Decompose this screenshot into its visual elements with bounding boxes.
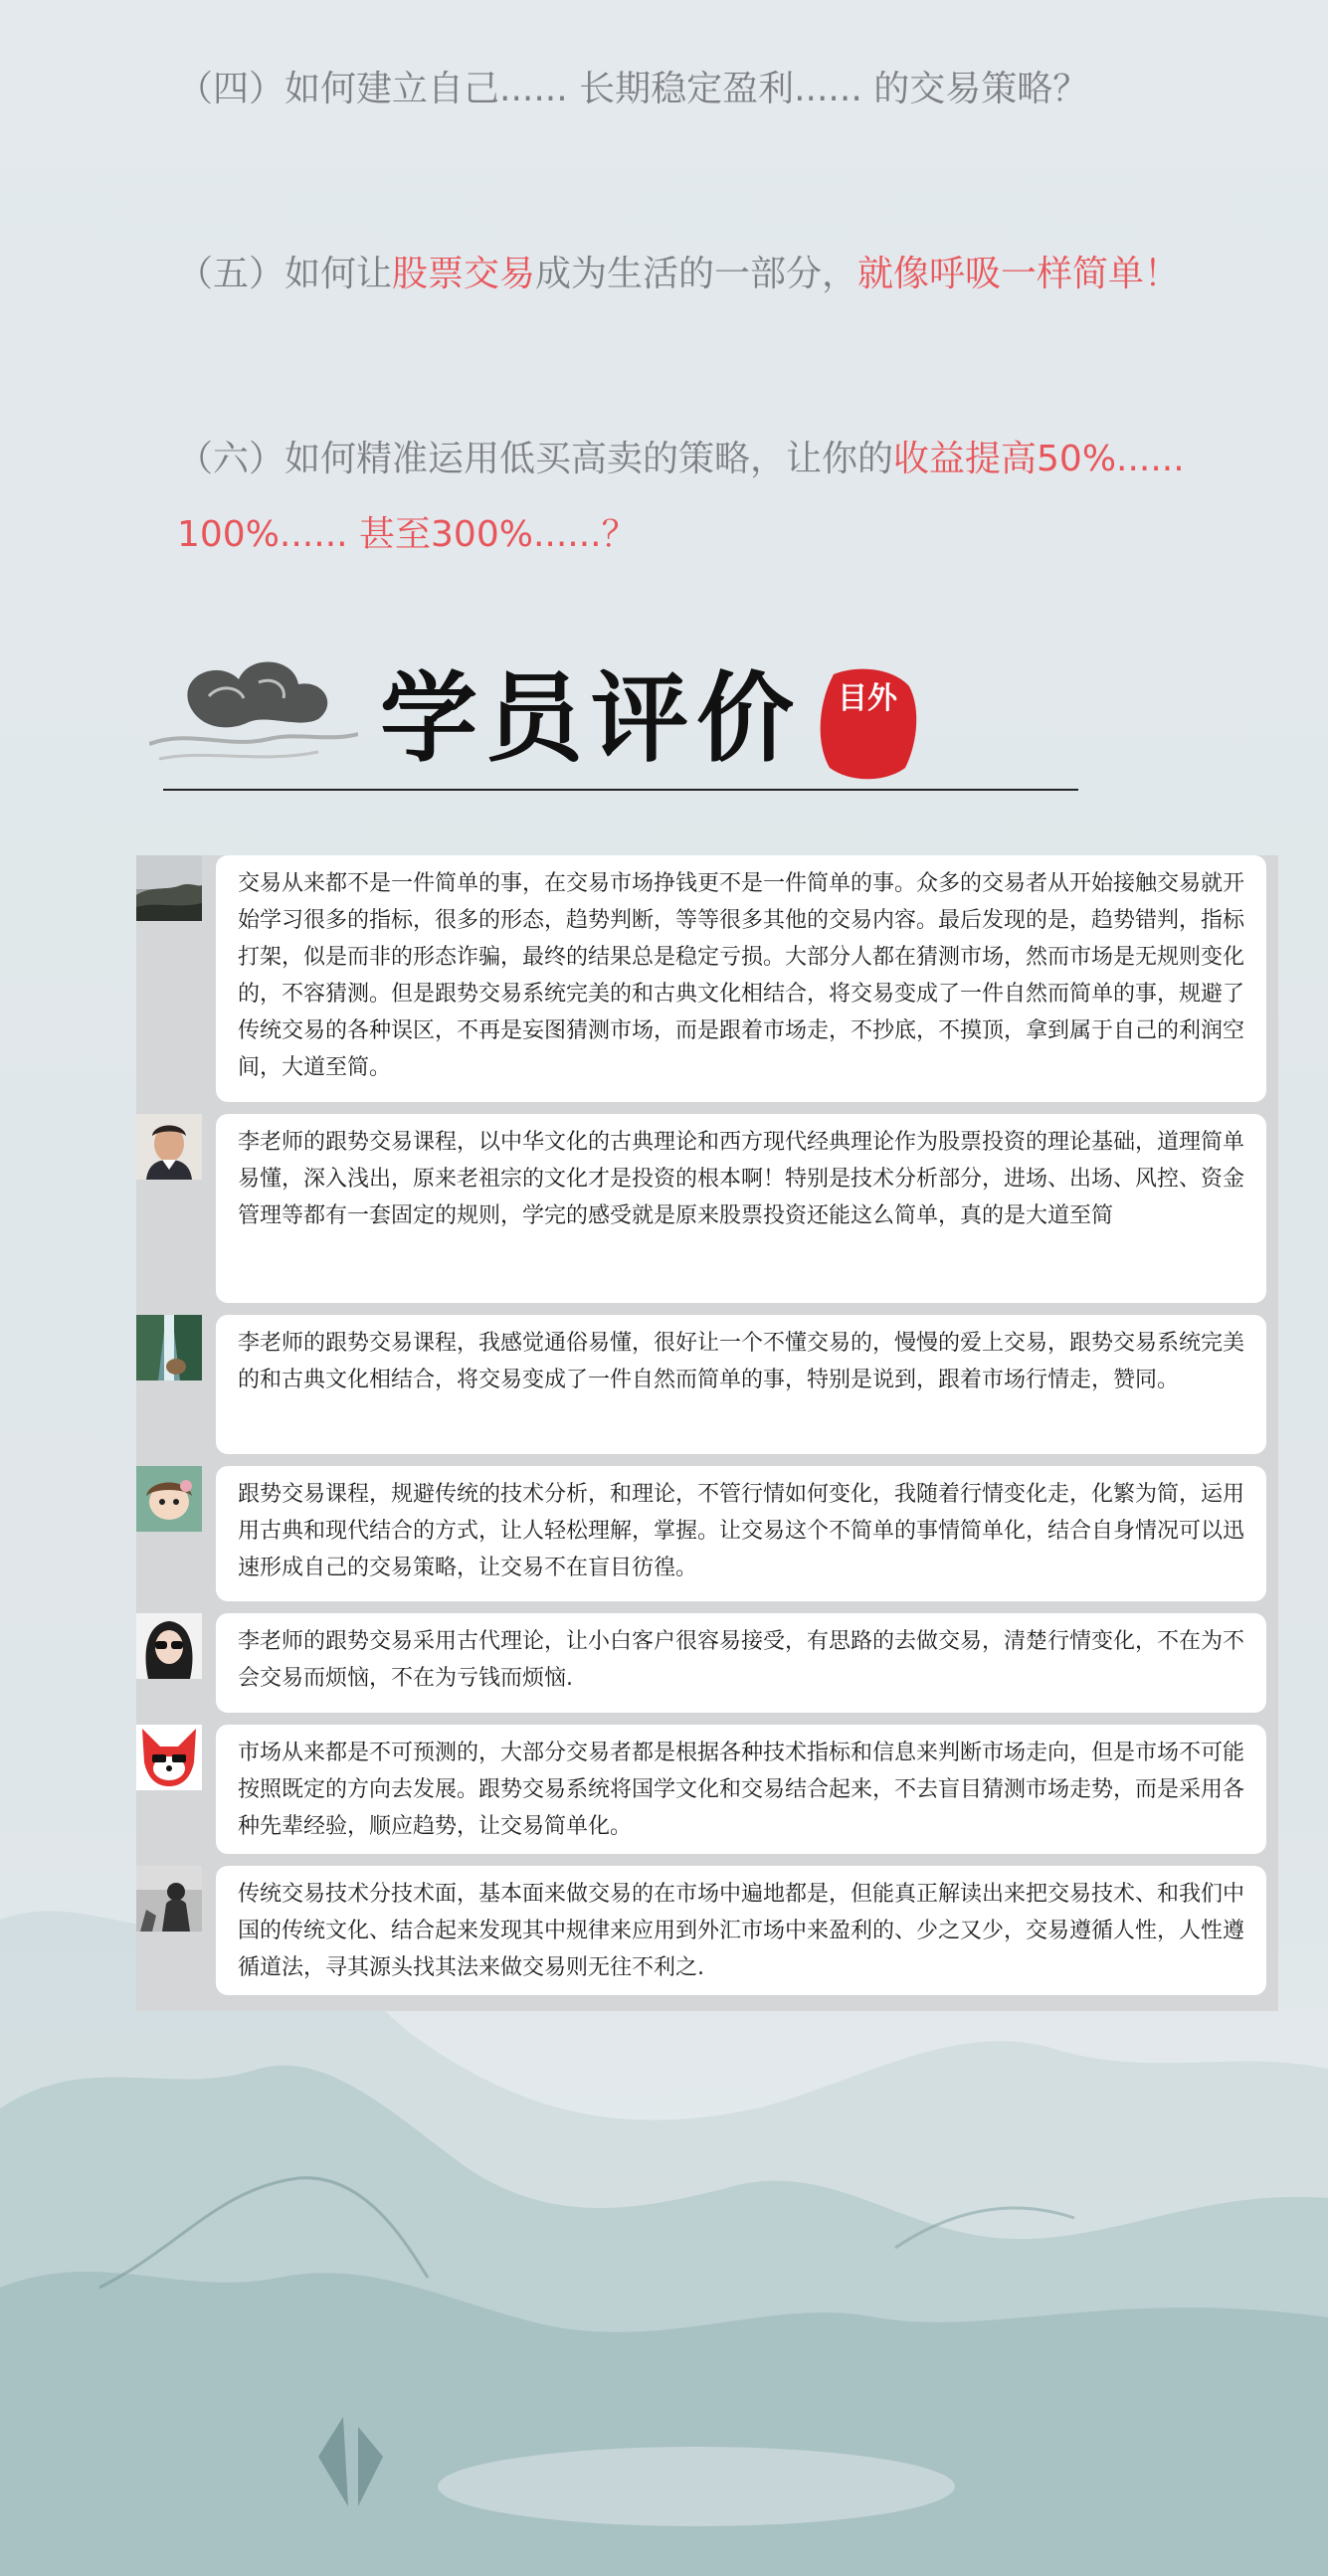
red-fox-avatar-icon bbox=[136, 1725, 202, 1790]
review-text: 跟势交易课程，规避传统的技术分析，和理论，不管行情如何变化，我随着行情变化走，化繁为简，运用用古典和现代结合的方式，让人轻松理解，掌握。让交易这个不简单的事情简单化，结合自身情况可以迅速形成自己的交易策略，让交易不在盲目彷徨。 bbox=[216, 1466, 1266, 1601]
question-six bbox=[177, 422, 1202, 573]
review-text: 传统交易技术分技术面，基本面来做交易的在市场中遍地都是，但能真正解读出来把交易技术、和我们中国的传统文化、结合起来发现其中规律来应用到外汇市场中来盈利的、少之又少，交易遵循人性，人性遵循道法，寻其源头找其法来做交易则无往不利之. bbox=[216, 1866, 1266, 1995]
question-five-part-2: 成为生活的一部分， bbox=[535, 254, 858, 294]
question-six-part-1: （六）如何精准运用低买高卖的策略，让你的 bbox=[177, 439, 894, 479]
red-seal bbox=[814, 664, 921, 784]
question-five bbox=[177, 237, 1202, 312]
review-text: 李老师的跟势交易课程，我感觉通俗易懂，很好让一个不懂交易的，慢慢的爱上交易，跟势交易系统完美的和古典文化相结合，将交易变成了一件自然而简单的事，特别是说到，跟着市场行情走，赞同。 bbox=[216, 1315, 1266, 1454]
section-title: 学员评价 bbox=[380, 661, 803, 776]
section-heading bbox=[149, 625, 1084, 804]
avatar bbox=[136, 1725, 202, 1790]
question-four-text: （四）如何建立自己...... 长期稳定盈利...... 的交易策略？ bbox=[177, 69, 1089, 109]
question-six-highlight: 收益提高50%...... 100%...... 甚至300%......？ bbox=[177, 439, 1185, 555]
avatar bbox=[136, 1866, 202, 1932]
question-five-part-1: （五）如何让 bbox=[177, 254, 393, 294]
avatar bbox=[136, 1315, 202, 1380]
seal-text: 目外 bbox=[838, 681, 897, 716]
avatar bbox=[136, 1114, 202, 1180]
auspicious-cloud-icon bbox=[149, 635, 358, 774]
question-four bbox=[177, 52, 1202, 127]
question-five-highlight-2: 就像呼吸一样简单！ bbox=[857, 254, 1181, 294]
reviews-panel bbox=[136, 855, 1278, 2011]
landscape-avatar-icon bbox=[136, 855, 202, 921]
review-text: 市场从来都是不可预测的，大部分交易者都是根据各种技术指标和信息来判断市场走向，但是市场不可能按照既定的方向去发展。跟势交易系统将国学文化和交易结合起来，不去盲目猜测市场走势，而是采用各种先辈经验，顺应趋势，让交易简单化。 bbox=[216, 1725, 1266, 1854]
avatar bbox=[136, 1466, 202, 1532]
heading-underline bbox=[163, 789, 1078, 791]
doll-avatar-icon bbox=[136, 1466, 202, 1532]
review-text: 李老师的跟势交易采用古代理论，让小白客户很容易接受，有思路的去做交易，清楚行情变化，不在为不会交易而烦恼，不在为亏钱而烦恼. bbox=[216, 1613, 1266, 1713]
review-text: 李老师的跟势交易课程，以中华文化的古典理论和西方现代经典理论作为股票投资的理论基础，道理简单易懂，深入浅出，原来老祖宗的文化才是投资的根本啊！特别是技术分析部分，进场、出场、风控、资金管理等都有一套固定的规则，学完的感受就是原来股票投资还能这么简单，真的是大道至简 bbox=[216, 1114, 1266, 1303]
review-text: 交易从来都不是一件简单的事，在交易市场挣钱更不是一件简单的事。众多的交易者从开始接触交易就开始学习很多的指标，很多的形态，趋势判断，等等很多其他的交易内容。最后发现的是，趋势错判，指标打架，似是而非的形态诈骗，最终的结果总是稳定亏损。大部分人都在猜测市场，然而市场是无规则变化的，不容猜测。但是跟势交易系统完美的和古典文化相结合，将交易变成了一件自然而简单的事，规避了传统交易的各种误区，不再是妄图猜测市场，而是跟着市场走，不抄底，不摸顶，拿到属于自己的利润空间，大道至简。 bbox=[216, 855, 1266, 1102]
waterfall-avatar-icon bbox=[136, 1315, 202, 1380]
avatar bbox=[136, 855, 202, 921]
avatar bbox=[136, 1613, 202, 1679]
girl-sunglasses-avatar-icon bbox=[136, 1613, 202, 1679]
bw-photo-avatar-icon bbox=[136, 1866, 202, 1932]
question-five-highlight-1: 股票交易 bbox=[392, 254, 536, 294]
man-portrait-avatar-icon bbox=[136, 1114, 202, 1180]
